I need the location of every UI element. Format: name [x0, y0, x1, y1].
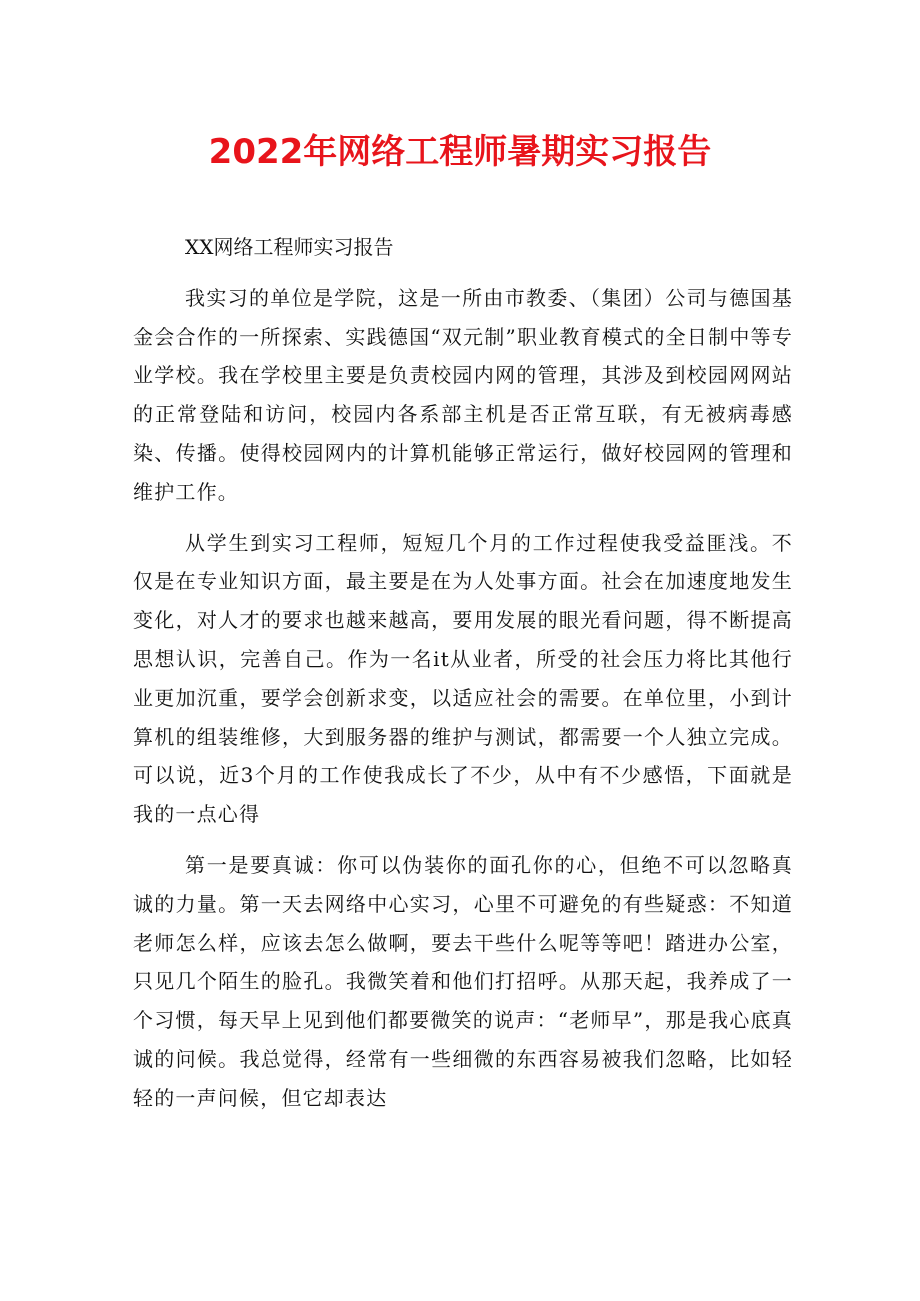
document-title: 2022年网络工程师暑期实习报告: [208, 132, 712, 172]
document-body: [133, 228, 793, 1118]
paragraph-2: 从学生到实习工程师，短短几个月的工作过程使我受益匪浅。不仅是在专业知识方面，最主要是在为人处事方面。社会在加速度地发生变化，对人才的要求也越来越高，要用发展的眼光看问题，得不断提高思想认识，完善自己。作为一名it从业者，所受的社会压力将比其他行业更加沉重，要学会创新求变，以适应社会的需要。在单位里，小到计算机的组装维修，大到服务器的维护与测试，都需要一个人独立完成。可以说，近3个月的工作使我成长了不少，从中有不少感悟，下面就是我的一点心得: [133, 530, 793, 827]
paragraph-1: 我实习的单位是学院，这是一所由市教委、（集团）公司与德国基金会合作的一所探索、实践德国“双元制”职业教育模式的全日制中等专业学校。我在学校里主要是负责校园内网的管理，其涉及到校园网网站的正常登陆和访问，校园内各系部主机是否正常互联，有无被病毒感染、传播。使得校园网内的计算机能够正常运行，做好校园网的管理和维护工作。: [133, 285, 793, 504]
spacer: [133, 267, 793, 279]
document-subtitle: XX网络工程师实习报告: [185, 235, 394, 259]
spacer: [133, 512, 793, 524]
spacer: [133, 834, 793, 846]
paragraph-3: 第一是要真诚：你可以伪装你的面孔你的心，但绝不可以忽略真诚的力量。第一天去网络中心实习，心里不可避免的有些疑惑：不知道老师怎么样，应该去怎么做啊，要去干些什么呢等等吧！踏进办公室，只见几个陌生的脸孔。我微笑着和他们打招呼。从那天起，我养成了一个习惯，每天早上见到他们都要微笑的说声：“老师早”，那是我心底真诚的问候。我总觉得，经常有一些细微的东西容易被我们忽略，比如轻轻的一声问候，但它却表达: [133, 852, 793, 1110]
